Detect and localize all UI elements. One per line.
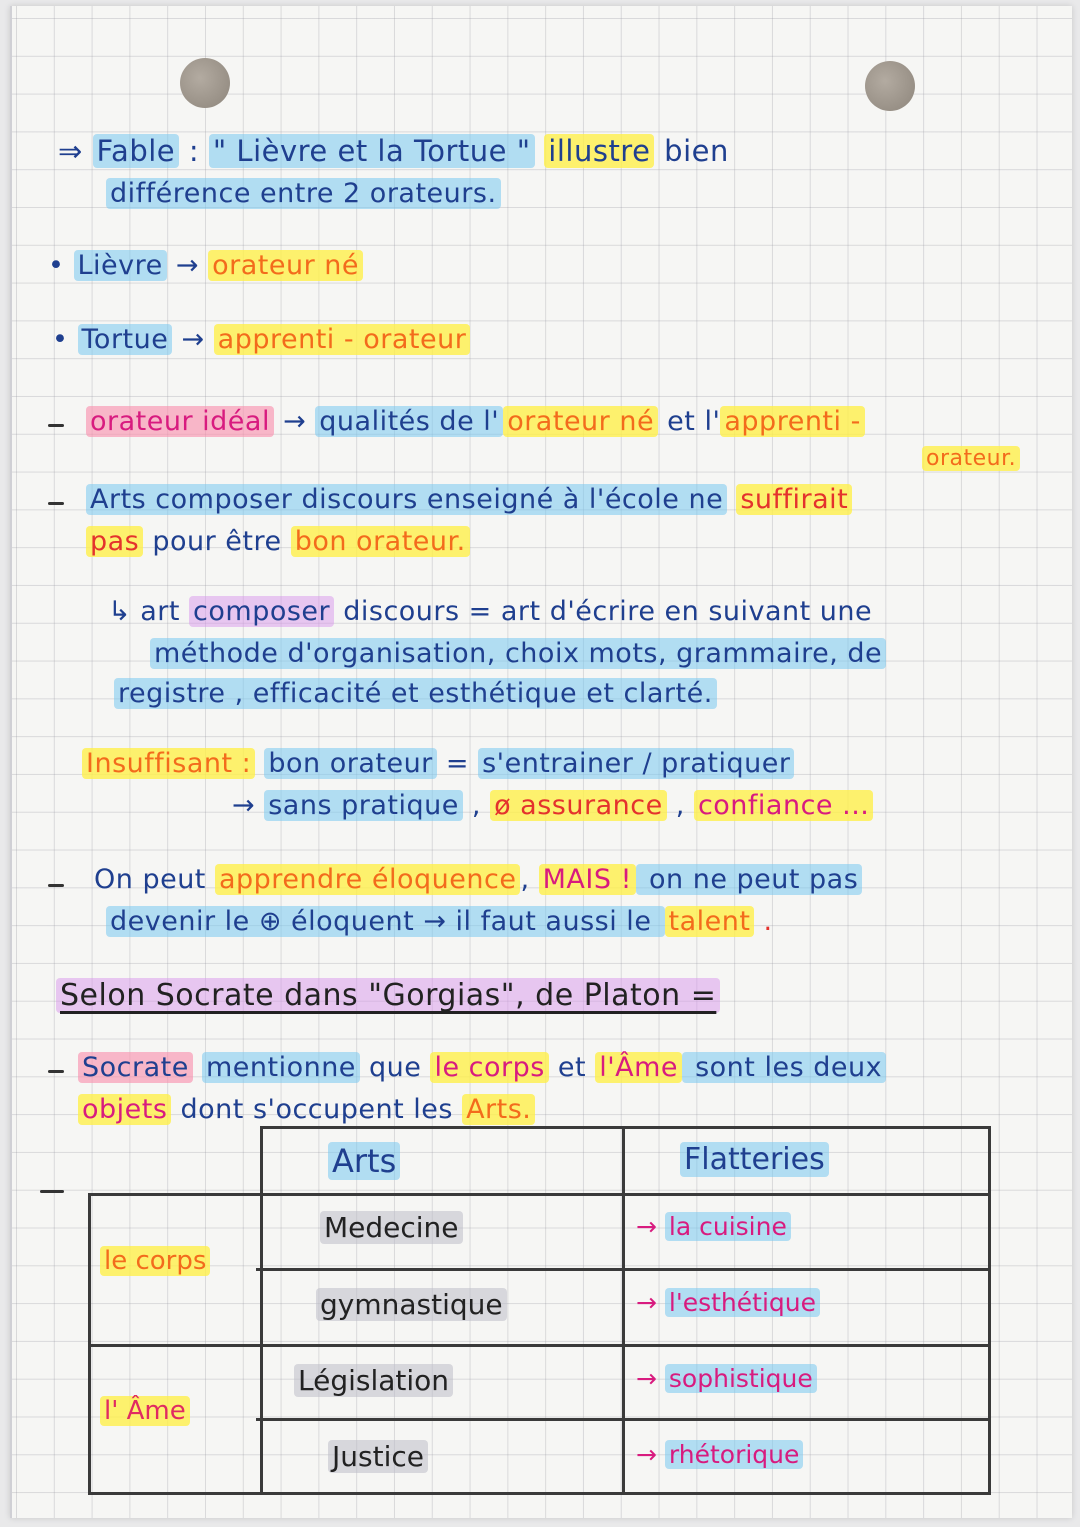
- art-definition-line: [108, 596, 872, 627]
- orateur-ideal-line: [86, 406, 865, 437]
- art-definition-line-3: [114, 678, 717, 709]
- insuffisant-label: Insuffisant :: [82, 748, 255, 779]
- section-heading: [56, 978, 720, 1013]
- pour-etre-text: pour être: [143, 526, 291, 557]
- arts-line: [86, 484, 852, 515]
- flatterie-cuisine: la cuisine: [665, 1212, 791, 1241]
- header-flatteries-text: Flatteries: [680, 1142, 829, 1177]
- flatterie-esthetique: l'esthétique: [665, 1288, 820, 1317]
- art-cell: [316, 1288, 507, 1321]
- pas-word: pas: [86, 526, 143, 557]
- et-word: et: [548, 1052, 596, 1083]
- art-justice: Justice: [328, 1440, 428, 1473]
- art-cell: [320, 1211, 463, 1244]
- confiance-text: confiance ...: [694, 790, 873, 821]
- arrow-icon: →: [636, 1440, 657, 1469]
- header-arts-text: Arts: [328, 1142, 400, 1180]
- flatterie-cell: [636, 1212, 791, 1241]
- separator: :: [188, 134, 209, 168]
- bon-orateur-text: bon orateur.: [291, 526, 470, 557]
- fable-title: " Lièvre et la Tortue ": [209, 134, 535, 168]
- arts-line-2: [86, 526, 470, 557]
- mais-text: MAIS !: [539, 864, 636, 895]
- assurance-text: ø assurance: [490, 790, 667, 821]
- flatterie-sophistique: sophistique: [665, 1364, 817, 1393]
- talent-word: talent: [665, 906, 755, 937]
- arts-text: Arts composer discours enseigné à l'école ne: [86, 484, 727, 515]
- dont-text: dont s'occupent les: [171, 1094, 463, 1125]
- s-entrainer-text: s'entrainer / pratiquer: [478, 748, 794, 779]
- flatterie-cell: [636, 1288, 820, 1317]
- sans-pratique-text: sans pratique: [264, 790, 463, 821]
- socrate-heading: Selon Socrate dans "Gorgias", de Platon =: [56, 978, 720, 1013]
- ne-peut-pas-text: on ne peut pas: [636, 864, 862, 895]
- apprendre-eloquence-text: apprendre éloquence: [215, 864, 520, 895]
- table-border: [88, 1193, 91, 1495]
- flatterie-cell: [636, 1440, 803, 1469]
- comma: ,: [520, 864, 539, 895]
- eloquence-line: [94, 864, 862, 895]
- punch-hole-right: [865, 61, 915, 111]
- arrow-icon: →: [636, 1288, 657, 1317]
- sont-les-deux-text: sont les deux: [682, 1052, 886, 1083]
- notebook-page: [10, 6, 1072, 1518]
- fable-line: [58, 134, 729, 168]
- orateur-ne-text: orateur né: [208, 250, 363, 281]
- bien-word: bien: [664, 134, 729, 168]
- art-gymnastique: gymnastique: [316, 1288, 507, 1321]
- orateur-continuation: [922, 446, 1020, 471]
- table-border: [88, 1193, 990, 1196]
- bullet-lievre: [48, 250, 363, 281]
- mentionne-word: mentionne: [202, 1052, 360, 1083]
- apprenti-orateur-text: apprenti - orateur: [214, 324, 471, 355]
- arrow-icon: →: [175, 250, 199, 281]
- art-definition-line-2: [150, 638, 886, 669]
- devenir-text: devenir le ⊕ éloquent → il faut aussi le: [106, 906, 665, 937]
- insuffisant-line-2: → sans pratique , ø assurance , confiance ...: [232, 790, 873, 821]
- et-text: et l': [658, 406, 721, 437]
- table-border: [260, 1126, 990, 1129]
- suffirait-word: suffirait: [736, 484, 852, 515]
- art-medecine: Medecine: [320, 1211, 463, 1244]
- art-word: art: [140, 596, 190, 627]
- socrate-word: Socrate: [78, 1052, 193, 1083]
- dash-marker: [48, 884, 64, 887]
- lievre-word: Lièvre: [74, 250, 167, 281]
- orateur-word: orateur.: [922, 446, 1020, 471]
- group-ame-text: l' Âme: [100, 1396, 190, 1426]
- orateur-ideal-label: orateur idéal: [86, 406, 274, 437]
- composer-word: composer: [189, 596, 334, 627]
- tortue-word: Tortue: [78, 324, 173, 355]
- que-word: que: [359, 1052, 431, 1083]
- table-border: [88, 1492, 990, 1495]
- bon-orateur-text: bon orateur: [264, 748, 436, 779]
- table-border: [88, 1344, 990, 1347]
- registre-text: registre , efficacité et esthétique et clarté.: [114, 678, 717, 709]
- socrate-line: [78, 1052, 886, 1083]
- header-arts: [328, 1142, 400, 1180]
- discours-definition-text: discours = art d'écrire en suivant une: [334, 596, 873, 627]
- illustre-word: illustre: [544, 134, 654, 168]
- bullet-dot: •: [52, 324, 78, 355]
- qualites-text: qualités de l': [315, 406, 503, 437]
- insuffisant-line: [82, 748, 794, 779]
- bullet-dot: •: [48, 250, 74, 281]
- objets-word: objets: [78, 1094, 171, 1125]
- arrow-icon: →: [636, 1364, 657, 1393]
- table-border: [988, 1126, 991, 1495]
- art-cell: [294, 1364, 453, 1397]
- arrow-icon: ⇒: [58, 134, 83, 168]
- arrow-icon: →: [232, 790, 256, 821]
- arrow-icon: →: [181, 324, 205, 355]
- arts-word: Arts.: [462, 1094, 535, 1125]
- flatterie-cell: [636, 1364, 817, 1393]
- on-peut-text: On peut: [94, 864, 215, 895]
- methode-text: méthode d'organisation, choix mots, grammaire, de: [150, 638, 886, 669]
- fable-line-2: [106, 178, 501, 209]
- dash-marker: [48, 502, 64, 505]
- dash-marker: [40, 1190, 64, 1193]
- bullet-tortue: [52, 324, 470, 355]
- return-arrow-icon: ↳: [108, 596, 132, 627]
- apprenti-text: apprenti -: [720, 406, 864, 437]
- header-flatteries: [680, 1142, 829, 1177]
- art-legislation: Législation: [294, 1364, 453, 1397]
- socrate-line-2: [78, 1094, 535, 1125]
- table-border: [622, 1126, 625, 1495]
- period: .: [754, 906, 773, 937]
- group-corps: [100, 1246, 210, 1276]
- page-edge: [10, 6, 12, 1518]
- dash-marker: [48, 1070, 64, 1073]
- dash-marker: [48, 424, 64, 427]
- orateur-ne-text: orateur né: [503, 406, 658, 437]
- l-ame-word: l'Âme: [595, 1052, 682, 1083]
- eloquence-line-2: [106, 906, 773, 937]
- le-corps-word: le corps: [430, 1052, 548, 1083]
- equals-sign: =: [436, 748, 479, 779]
- difference-text: différence entre 2 orateurs.: [106, 178, 501, 209]
- fable-word: Fable: [93, 134, 180, 168]
- punch-hole-left: [180, 58, 230, 108]
- group-ame: [100, 1396, 190, 1426]
- space: [193, 1052, 202, 1083]
- art-cell: [328, 1440, 428, 1473]
- arrow-icon: →: [636, 1212, 657, 1241]
- group-corps-text: le corps: [100, 1246, 210, 1276]
- table-border: [260, 1126, 263, 1495]
- flatterie-rhetorique: rhétorique: [665, 1440, 803, 1469]
- arrow-icon: →: [283, 406, 307, 437]
